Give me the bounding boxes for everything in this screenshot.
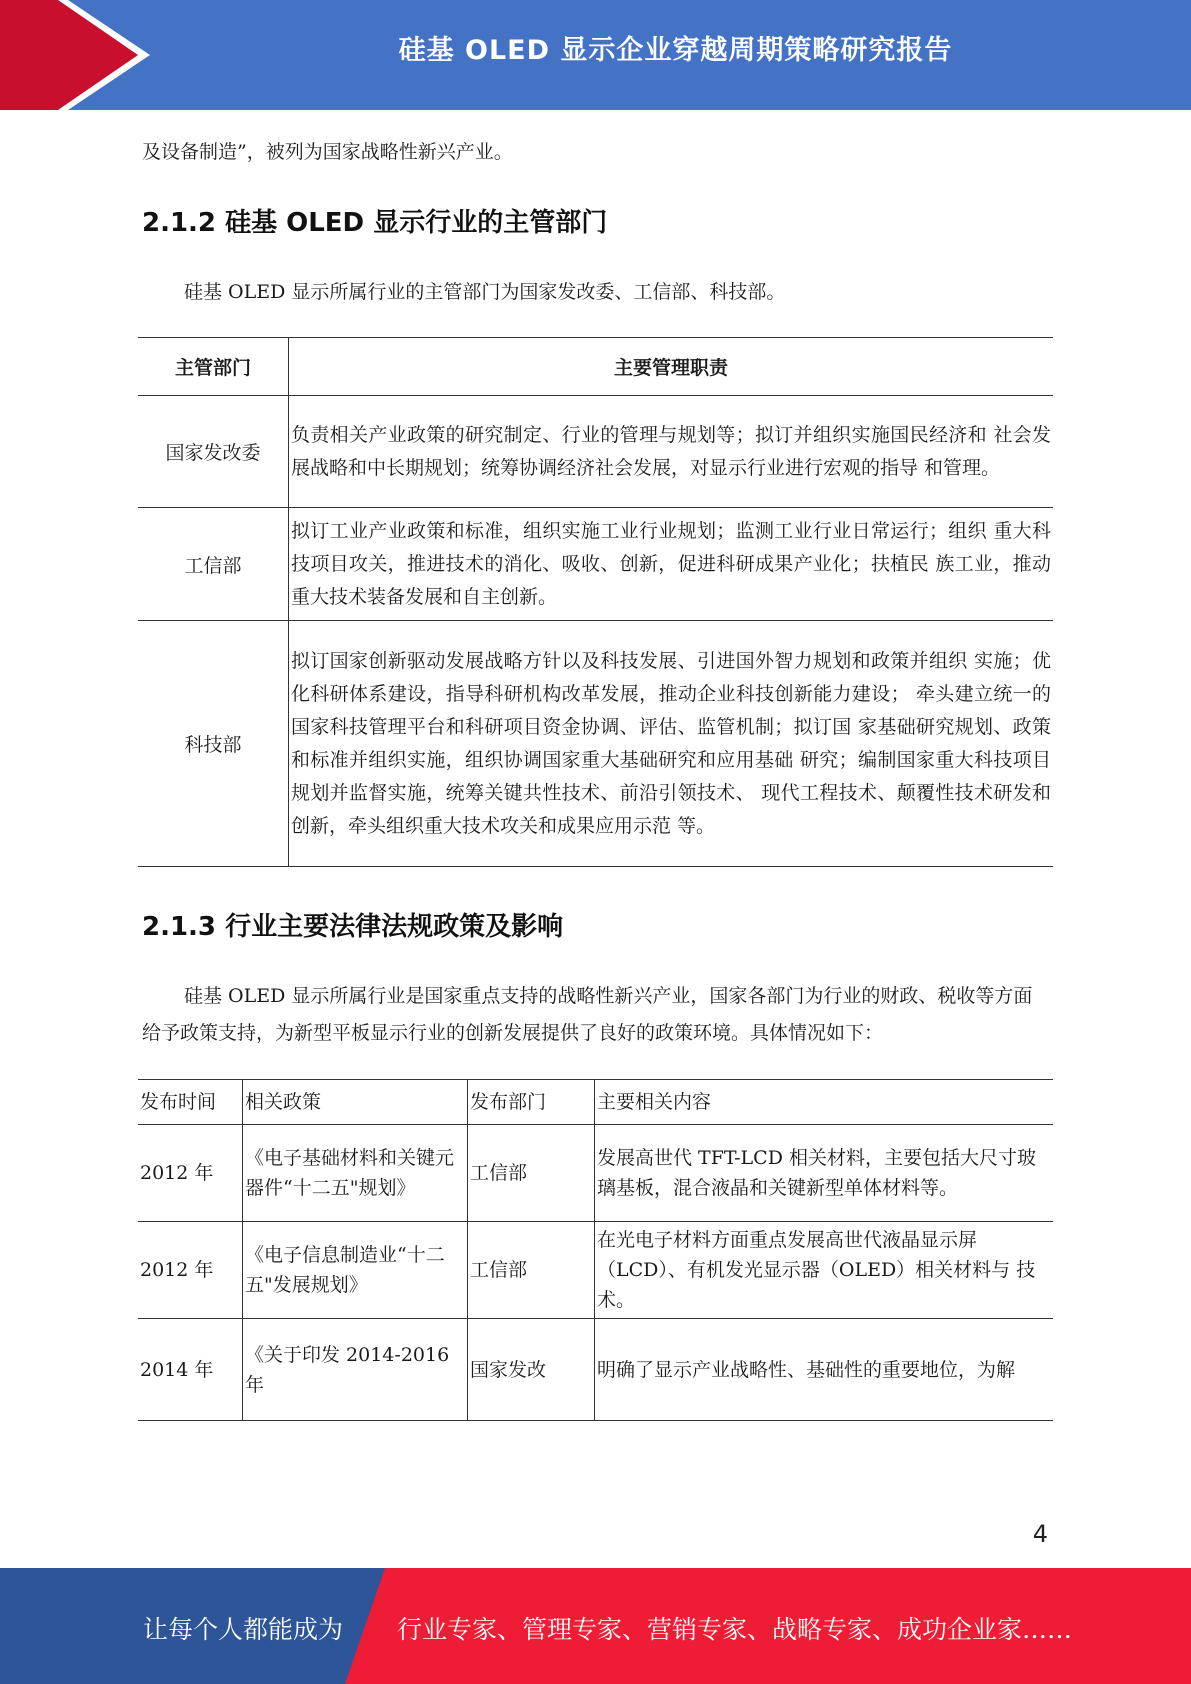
footer-slogan-left: 让每个人都能成为 — [143, 1615, 344, 1644]
table-row — [138, 1222, 1053, 1319]
footer-slogan-right: 行业专家、管理专家、营销专家、战略专家、成功企业家…… — [397, 1615, 1073, 1644]
policies-table — [138, 1079, 1053, 1421]
section-heading-2-1-2: 2.1.2 硅基 OLED 显示行业的主管部门 — [142, 208, 608, 238]
time-cell: 2012 年 — [138, 1125, 243, 1222]
column-header-duty: 主要管理职责 — [289, 338, 1054, 396]
dept-cell: 国家发改委 — [138, 396, 289, 508]
time-cell: 2014 年 — [138, 1319, 243, 1421]
table-header-row — [138, 338, 1053, 396]
table-header-row — [138, 1080, 1053, 1125]
duty-cell: 拟订工业产业政策和标准，组织实施工业行业规划；监测工业行业日常运行；组织 重大科技项目攻关，推进技术的消化、吸收、创新，促进科研成果产业化；扶植民 族工业，推动重大技术装备发展和自主创新。 — [289, 508, 1054, 621]
table-row — [138, 621, 1053, 867]
column-header-content: 主要相关内容 — [595, 1080, 1054, 1125]
column-header-policy: 相关政策 — [243, 1080, 468, 1125]
policy-cell: 《电子基础材料和关键元器件“十二五"规划》 — [243, 1125, 468, 1222]
report-title: 硅基 OLED 显示企业穿越周期策略研究报告 — [398, 35, 953, 66]
column-header-dept: 发布部门 — [468, 1080, 595, 1125]
intro-line: 及设备制造”，被列为国家战略性新兴产业。 — [142, 141, 513, 163]
dept-cell: 工信部 — [468, 1125, 595, 1222]
policy-cell: 《关于印发 2014-2016 年 — [243, 1319, 468, 1421]
column-header-time: 发布时间 — [138, 1080, 243, 1125]
dept-cell: 工信部 — [138, 508, 289, 621]
table-row — [138, 1319, 1053, 1421]
page-number: 4 — [1032, 1520, 1048, 1548]
section-heading-2-1-3: 2.1.3 行业主要法律法规政策及影响 — [142, 912, 564, 942]
table-row — [138, 396, 1053, 508]
header-arrow-graphic — [0, 0, 160, 110]
time-cell: 2012 年 — [138, 1222, 243, 1319]
dept-cell: 科技部 — [138, 621, 289, 867]
policy-cell: 《电子信息制造业“十二五"发展规划》 — [243, 1222, 468, 1319]
departments-table — [138, 337, 1053, 867]
content-cell: 发展高世代 TFT-LCD 相关材料，主要包括大尺寸玻璃基板，混合液晶和关键新型单体材料等。 — [595, 1125, 1054, 1222]
header-banner — [0, 0, 1191, 110]
section-2-1-3-paragraph: 硅基 OLED 显示所属行业是国家重点支持的战略性新兴产业，国家各部门为行业的财政、税收等方面给予政策支持，为新型平板显示行业的创新发展提供了良好的政策环境。具体情况如下： — [142, 985, 1033, 1044]
content-cell: 明确了显示产业战略性、基础性的重要地位，为解 — [595, 1319, 1054, 1421]
column-header-dept: 主管部门 — [138, 338, 289, 396]
section-2-1-2-paragraph: 硅基 OLED 显示所属行业的主管部门为国家发改委、工信部、科技部。 — [184, 281, 786, 303]
dept-cell: 工信部 — [468, 1222, 595, 1319]
footer-banner — [0, 1568, 1191, 1684]
duty-cell: 负责相关产业政策的研究制定、行业的管理与规划等；拟订并组织实施国民经济和 社会发展战略和中长期规划；统筹协调经济社会发展，对显示行业进行宏观的指导 和管理。 — [289, 396, 1054, 508]
content-cell: 在光电子材料方面重点发展高世代液晶显示屏（LCD）、有机发光显示器（OLED）相关材料与 技术。 — [595, 1222, 1054, 1319]
table-row — [138, 1125, 1053, 1222]
dept-cell: 国家发改 — [468, 1319, 595, 1421]
duty-cell: 拟订国家创新驱动发展战略方针以及科技发展、引进国外智力规划和政策并组织 实施；优化科研体系建设，指导科研机构改革发展，推动企业科技创新能力建设； 牵头建立统一的国家科技管理平台和科研项目资金协调、评估、监管机制；拟订国 家基础研究规划、政策和标准并组织实施，组织协调国家重大基础研究和应用基础 研究；编制国家重大科技项目规划并监督实施，统筹关键共性技术、前沿引领技术、 现代工程技术、颠覆性技术研发和创新，牵头组织重大技术攻关和成果应用示范 等。 — [289, 621, 1054, 867]
table-row — [138, 508, 1053, 621]
